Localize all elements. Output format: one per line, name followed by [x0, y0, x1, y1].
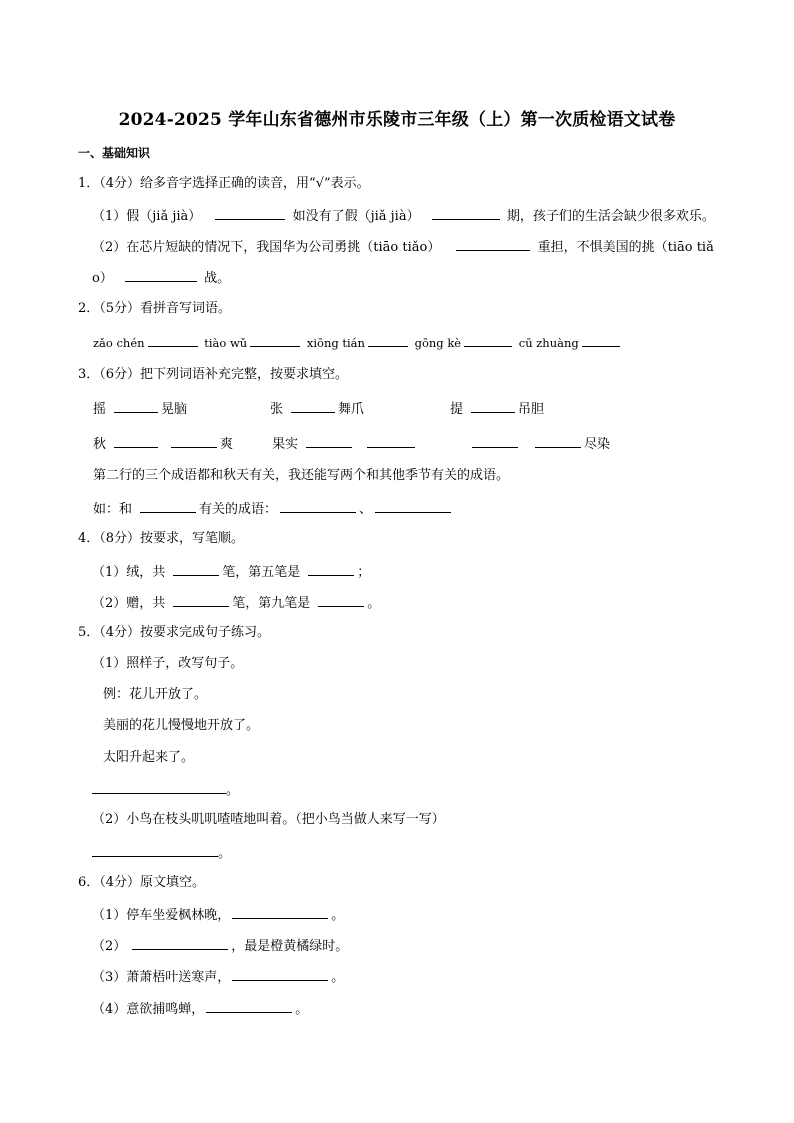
question-1-part-1: （1）假（jiǎ jià） 如没有了假（jiǎ jià） 期，孩子们的生活会缺少很多欢乐。 — [92, 206, 715, 226]
question-4-heading: 4．（8分）按要求，写笔顺。 — [78, 531, 245, 546]
answer-line-2: 。 — [92, 843, 231, 863]
answer-blank[interactable] — [92, 780, 226, 794]
answer-blank[interactable] — [114, 434, 158, 448]
answer-line-1: 。 — [92, 780, 239, 800]
answer-blank[interactable] — [464, 333, 512, 347]
answer-blank[interactable] — [171, 434, 217, 448]
answer-blank[interactable] — [535, 434, 581, 448]
answer-blank[interactable] — [125, 268, 197, 282]
idiom-1: 摇 晃脑 — [93, 399, 187, 419]
example-sentence-2: 美丽的花儿慢慢地开放了。 — [103, 718, 260, 733]
idiom-4: 秋 爽 — [93, 434, 233, 454]
source-sentence: 太阳升起来了。 — [103, 750, 195, 765]
answer-blank[interactable] — [432, 206, 500, 220]
poem-line-4: （4）意欲捕鸣蝉， 。 — [92, 999, 308, 1019]
question-3-example: 如：和 有关的成语： 、 — [93, 499, 454, 519]
poem-line-3: （3）萧萧梧叶送寒声， 。 — [92, 967, 344, 987]
answer-blank[interactable] — [308, 562, 354, 576]
answer-blank[interactable] — [456, 237, 530, 251]
question-1-part-2: （2）在芯片短缺的情况下，我国华为公司勇挑（tiāo tiǎo） 重担，不惧美国的挑（tiāo tiǎ — [92, 237, 714, 257]
question-1-heading: 1．（4分）给多音字选择正确的读音，用“√”表示。 — [78, 176, 370, 191]
question-1-part-2-cont: o） 战。 — [92, 268, 230, 288]
poem-line-1: （1）停车坐爱枫林晚， 。 — [92, 905, 344, 925]
question-4-part-2: （2）赠，共 笔，第九笔是 。 — [92, 593, 380, 613]
answer-blank[interactable] — [368, 333, 408, 347]
answer-blank[interactable] — [206, 999, 292, 1013]
answer-blank[interactable] — [173, 562, 219, 576]
idiom-6: 尽染 — [469, 434, 610, 454]
poem-line-2: （2） ，最是橙黄橘绿时。 — [92, 936, 348, 956]
answer-blank[interactable] — [472, 434, 518, 448]
question-2-heading: 2．（5分）看拼音写词语。 — [78, 301, 232, 316]
answer-blank[interactable] — [92, 843, 218, 857]
answer-blank[interactable] — [173, 593, 229, 607]
answer-blank[interactable] — [471, 399, 515, 413]
question-5-part-2: （2）小鸟在枝头叽叽喳喳地叫着。（把小鸟当做人来写一写） — [92, 812, 445, 827]
question-5-heading: 5．（4分）按要求完成句子练习。 — [78, 625, 271, 640]
example-sentence-1: 例：花儿开放了。 — [103, 687, 208, 702]
idiom-3: 提 吊胆 — [450, 399, 544, 419]
question-3-heading: 3．（6分）把下列词语补充完整，按要求填空。 — [78, 367, 349, 382]
answer-blank[interactable] — [280, 499, 356, 513]
answer-blank[interactable] — [114, 399, 158, 413]
pinyin-row: zǎo chén tiào wǔ xiōng tián gōng kè cū zhuàng — [93, 333, 623, 352]
answer-blank[interactable] — [582, 333, 620, 347]
page-title: 2024-2025 学年山东省德州市乐陵市三年级（上）第一次质检语文试卷 — [118, 110, 676, 130]
answer-blank[interactable] — [367, 434, 415, 448]
answer-blank[interactable] — [318, 593, 364, 607]
question-5-part-1: （1）照样子，改写句子。 — [92, 656, 244, 671]
answer-blank[interactable] — [232, 905, 328, 919]
answer-blank[interactable] — [132, 936, 228, 950]
section-heading: 一、基础知识 — [78, 146, 151, 160]
question-6-heading: 6．（4分）原文填空。 — [78, 875, 206, 890]
answer-blank[interactable] — [215, 206, 285, 220]
answer-blank[interactable] — [250, 333, 300, 347]
answer-blank[interactable] — [291, 399, 335, 413]
answer-blank[interactable] — [232, 967, 328, 981]
idiom-5: 果实 — [272, 434, 418, 454]
idiom-2: 张 舞爪 — [270, 399, 364, 419]
answer-blank[interactable] — [140, 499, 196, 513]
question-4-part-1: （1）绒，共 笔，第五笔是 ； — [92, 562, 370, 582]
answer-blank[interactable] — [148, 333, 198, 347]
question-3-note: 第二行的三个成语都和秋天有关，我还能写两个和其他季节有关的成语。 — [93, 468, 510, 483]
answer-blank[interactable] — [375, 499, 451, 513]
answer-blank[interactable] — [306, 434, 352, 448]
